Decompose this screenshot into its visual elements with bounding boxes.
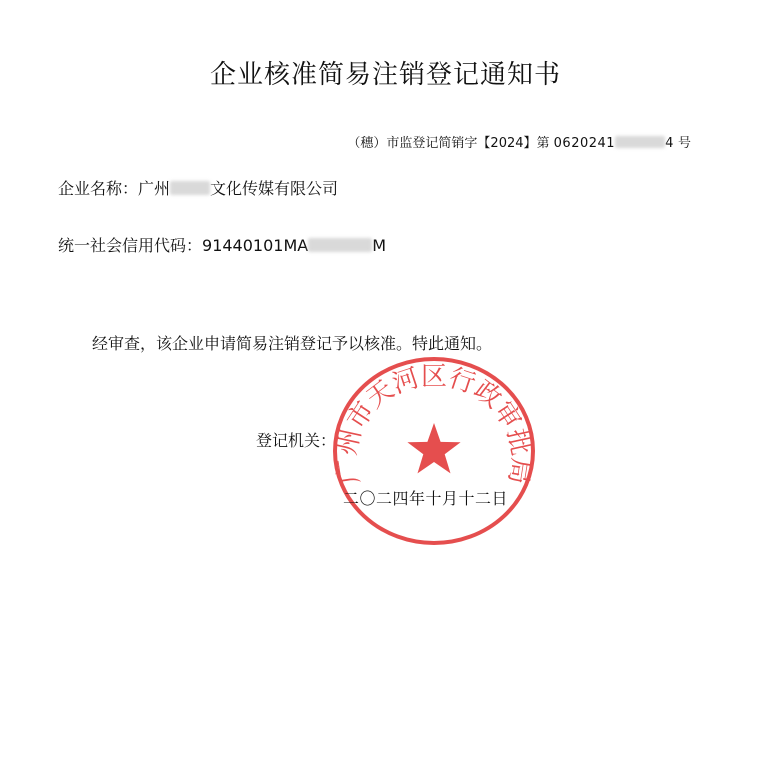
redaction-mark	[170, 181, 210, 195]
seal-text: 广州市天河区行政审批局	[332, 361, 536, 487]
document-number-visible: 0620241	[553, 136, 616, 151]
registration-authority-label: 登记机关：	[256, 431, 337, 450]
approval-statement: 经审查，该企业申请简易注销登记予以核准。特此通知。	[92, 334, 493, 353]
company-name-prefix: 广州	[138, 179, 171, 198]
company-name-suffix: 文化传媒有限公司	[210, 179, 339, 198]
company-name-label: 企业名称：	[58, 179, 139, 198]
document-title: 企业核准简易注销登记通知书	[209, 60, 561, 90]
credit-code-row	[58, 233, 386, 256]
document-number-prefix: （穗）市监登记简销字【2024】第	[347, 136, 550, 151]
seal-star-icon	[407, 423, 460, 473]
redaction-mark	[308, 238, 372, 252]
official-seal	[331, 355, 537, 547]
credit-code-label: 统一社会信用代码：	[58, 236, 203, 255]
redaction-mark	[615, 136, 665, 148]
credit-code-suffix: M	[372, 236, 387, 255]
company-name-row	[58, 176, 338, 199]
document-number-tail: 4	[665, 136, 674, 151]
document-number-suffix: 号	[677, 136, 691, 151]
credit-code-prefix: 91440101MA	[202, 236, 309, 255]
document-number	[347, 132, 691, 151]
issue-date: 二〇二四年十月十二日	[343, 489, 509, 508]
